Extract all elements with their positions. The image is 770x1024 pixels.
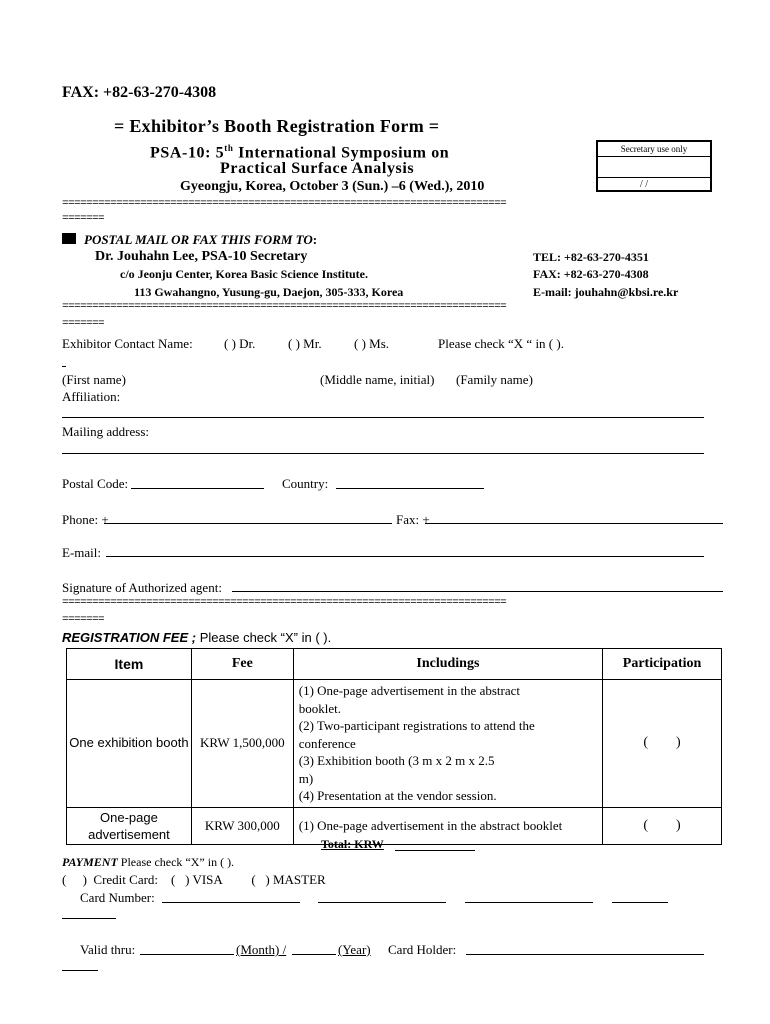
title-ms-checkbox[interactable]: ( ) Ms. [354,336,390,351]
postal-fax: FAX: +82-63-270-4308 [533,267,649,281]
includings-line: conference [298,735,356,751]
includings-line: (1) One-page advertisement in the abstract booklet [298,817,563,833]
signature-label: Signature of Authorized agent: [62,580,222,595]
fax-header: FAX: +82-63-270-4308 [62,84,217,101]
secretary-use-box [596,140,712,192]
credit-card-options[interactable]: ( ) Credit Card: ( ) VISA ( ) MASTER [62,872,326,887]
card-number-field-2[interactable] [318,902,446,903]
secretary-use-blank [598,157,710,178]
registration-heading: REGISTRATION FEE ; [62,630,197,645]
includings-cell [293,680,602,808]
card-number-field-4[interactable] [612,902,668,903]
title-dr-checkbox[interactable]: ( ) Dr. [224,336,256,351]
title-mr-checkbox[interactable]: ( ) Mr. [288,336,322,351]
card-number-field-1[interactable] [162,902,300,903]
contact-name-label: Exhibitor Contact Name: [62,336,193,351]
postal-heading: POSTAL MAIL OR FAX THIS FORM TO [84,232,313,247]
email-field[interactable] [106,556,704,557]
phone-label: Phone: + [62,512,109,527]
table-header-fee: Fee [191,649,293,680]
table-header-includings: Includings [293,649,602,680]
card-holder-label: Card Holder: [388,942,457,957]
postal-tel: TEL: +82-63-270-4351 [533,250,649,264]
symposium-rest: International Symposium on [233,144,450,162]
table-header-row [67,649,722,680]
card-number-field-tail[interactable] [62,918,116,919]
fax-field[interactable] [425,523,723,524]
total-label: Total: KRW [321,837,384,851]
postal-address1: c/o Jeonju Center, Korea Basic Science Institute. [120,267,368,281]
fee-cell: KRW 300,000 [191,807,293,844]
includings-line: (1) One-page advertisement in the abstract [298,683,521,698]
symposium-line3: Gyeongju, Korea, October 3 (Sun.) –6 (Wed.), 2010 [180,179,485,194]
email-label: E-mail: [62,545,101,560]
participation-checkbox[interactable]: ( ) [603,680,722,808]
includings-line: (2) Two-participant registrations to attend the [298,718,535,733]
affiliation-label: Affiliation: [62,389,121,404]
payment-heading: PAYMENT [62,855,118,869]
card-number-field-3[interactable] [465,902,593,903]
registration-heading-row [62,630,331,645]
item-cell: One exhibition booth [67,680,192,808]
postal-name: Dr. Jouhahn Lee, PSA-10 Secretary [95,249,308,264]
separator-tail: ======= [62,318,105,330]
first-name-label: (First name) [62,372,126,387]
postal-colon: : [312,232,318,247]
includings-line: (3) Exhibition booth (3 m x 2 m x 2.5 [298,753,495,768]
participation-checkbox[interactable]: ( ) [603,807,722,844]
registration-instruction: Please check “X” in ( ). [196,630,332,645]
separator-line: ========================================================================== [62,198,507,210]
country-field[interactable] [336,488,484,489]
signature-field[interactable] [232,591,723,592]
card-holder-field[interactable] [466,954,704,955]
table-header-item: Item [67,649,192,680]
table-row [67,680,722,808]
mailing-address-label: Mailing address: [62,424,150,439]
fax-label: Fax: + [396,512,430,527]
table-row [67,807,722,844]
postal-code-label: Postal Code: [62,476,129,491]
family-name-label: (Family name) [456,372,533,387]
name-line-mark [62,366,66,367]
total-field[interactable] [395,850,475,851]
valid-month-field[interactable] [140,954,234,955]
postal-email: E-mail: jouhahn@kbsi.re.kr [533,285,679,299]
valid-thru-label: Valid thru: [80,942,136,957]
separator-tail: ======= [62,213,105,225]
payment-heading-row [62,855,234,870]
secretary-use-date: / / [640,179,649,190]
phone-field[interactable] [104,523,392,524]
affiliation-field[interactable] [62,417,704,418]
postal-code-field[interactable] [131,488,264,489]
item-cell: One-page advertisement [67,807,192,844]
postal-heading-row [62,232,317,248]
mailing-address-field[interactable] [62,453,704,454]
secretary-use-label: Secretary use only [598,142,710,157]
symposium-line2: Practical Surface Analysis [220,160,415,177]
includings-line: m) [298,770,314,786]
includings-line: (4) Presentation at the vendor session. [298,788,497,803]
card-number-label: Card Number: [80,890,155,905]
payment-instruction: Please check “X” in ( ). [117,855,235,869]
symposium-name: PSA-10: 5 [150,144,225,162]
includings-line: booklet. [298,700,341,716]
valid-year-field[interactable] [292,954,336,955]
country-label: Country: [282,476,329,491]
check-instruction: Please check “X “ in ( ). [438,336,564,351]
form-title: = Exhibitor’s Booth Registration Form = [114,116,440,136]
symposium-sup: th [224,143,234,153]
separator-tail: ======= [62,614,105,626]
fee-table [66,648,722,845]
year-label: (Year) [338,942,371,957]
postal-address2: 113 Gwahangno, Yusung-gu, Daejon, 305-333, Korea [134,285,404,299]
table-header-participation: Participation [603,649,722,680]
card-holder-field-tail[interactable] [62,970,98,971]
middle-name-label: (Middle name, initial) [320,372,435,387]
fee-cell: KRW 1,500,000 [191,680,293,808]
envelope-icon [62,233,76,244]
month-label: (Month) / [236,942,287,957]
separator-line: ========================================================================== [62,597,507,609]
separator-line: ========================================================================== [62,301,507,313]
